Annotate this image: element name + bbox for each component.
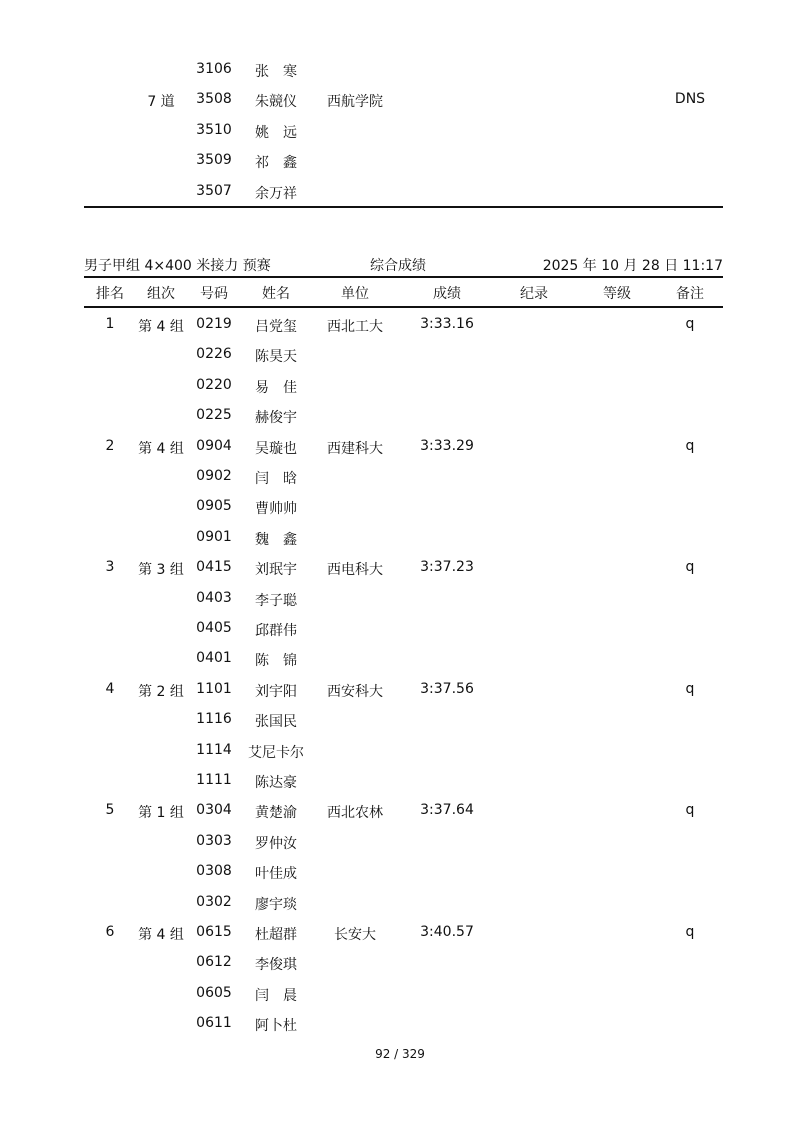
team-result: 3:37.23 <box>420 559 474 576</box>
page-number: 92 / 329 <box>375 1047 425 1061</box>
team-rank: 3 <box>105 559 115 576</box>
athlete-name: 陈 锦 <box>255 653 297 670</box>
team-result: 3:37.56 <box>420 680 474 697</box>
athlete-number: 0219 <box>196 316 232 332</box>
athlete-name: 叶佳成 <box>255 866 297 883</box>
athlete-name: 刘宇阳 <box>255 683 297 700</box>
header-rule-bottom <box>84 306 723 308</box>
athlete-number: 1114 <box>196 741 232 758</box>
team-rank: 4 <box>105 680 115 697</box>
team-rank: 2 <box>105 437 115 454</box>
team-result: 3:40.57 <box>420 924 474 940</box>
team-group: 第 4 组 <box>138 927 184 943</box>
athlete-name: 余万祥 <box>255 185 297 202</box>
team-rank: 6 <box>105 924 115 940</box>
athlete-name: 吴璇也 <box>255 440 297 457</box>
team-note: q <box>685 316 695 332</box>
column-header-2: 号码 <box>200 286 228 302</box>
athlete-number: 3507 <box>196 182 232 199</box>
event-datetime: 2025 年 10 月 28 日 11:17 <box>542 258 723 274</box>
athlete-name: 廖宇琰 <box>255 896 297 913</box>
team-rank: 1 <box>105 316 115 332</box>
column-header-6: 纪录 <box>520 286 548 302</box>
team-group: 第 1 组 <box>138 805 184 822</box>
event-title: 男子甲组 4×400 米接力 预赛 <box>84 258 271 274</box>
athlete-name: 姚 远 <box>255 124 297 141</box>
team-result: 3:33.29 <box>420 437 474 454</box>
athlete-number: 0405 <box>196 620 232 636</box>
athlete-number: 0611 <box>196 1015 232 1032</box>
athlete-name: 陈达豪 <box>255 775 297 791</box>
athlete-number: 0304 <box>196 802 232 819</box>
team-unit: 西电科大 <box>327 562 383 579</box>
athlete-number: 3106 <box>196 61 232 77</box>
athlete-number: 0415 <box>196 559 232 576</box>
team-note: q <box>685 680 695 697</box>
team-group: 第 4 组 <box>138 319 184 335</box>
column-header-0: 排名 <box>96 286 124 302</box>
team-note: q <box>685 437 695 454</box>
athlete-name: 阿卜杜 <box>255 1018 297 1035</box>
team-group: 第 3 组 <box>138 562 184 579</box>
team-rank: 5 <box>105 802 115 819</box>
athlete-name: 张 寒 <box>255 64 297 80</box>
athlete-number: 0904 <box>196 437 232 454</box>
athlete-name: 朱競仪 <box>255 94 297 111</box>
team-group: 第 2 组 <box>138 683 184 700</box>
team-unit: 西安科大 <box>327 683 383 700</box>
team-result: 3:33.16 <box>420 316 474 332</box>
athlete-number: 1116 <box>196 711 232 728</box>
team-unit: 西北工大 <box>327 319 383 335</box>
team-group: 第 4 组 <box>138 440 184 457</box>
athlete-number: 0612 <box>196 954 232 971</box>
athlete-number: 0226 <box>196 346 232 363</box>
athlete-name: 李子聪 <box>255 592 297 609</box>
athlete-name: 闫 晗 <box>255 471 297 487</box>
athlete-number: 0225 <box>196 407 232 424</box>
athlete-number: 0905 <box>196 498 232 515</box>
column-header-1: 组次 <box>147 286 175 302</box>
athlete-number: 0303 <box>196 832 232 849</box>
athlete-name: 陈昊天 <box>255 349 297 366</box>
athlete-number: 0615 <box>196 924 232 940</box>
team-note: q <box>685 924 695 940</box>
athlete-name: 李俊琪 <box>255 957 297 974</box>
athlete-name: 祁 鑫 <box>255 155 297 172</box>
column-header-7: 等级 <box>603 286 631 302</box>
athlete-number: 0401 <box>196 650 232 667</box>
athlete-number: 0605 <box>196 984 232 1001</box>
athlete-number: 0220 <box>196 376 232 393</box>
athlete-name: 赫俊宇 <box>255 410 297 427</box>
column-header-5: 成绩 <box>433 286 461 302</box>
athlete-name: 易 佳 <box>255 379 297 396</box>
team-unit: 西建科大 <box>327 440 383 457</box>
team-unit: 西北农林 <box>327 805 383 822</box>
athlete-number: 0302 <box>196 893 232 910</box>
team-note: q <box>685 802 695 819</box>
athlete-number: 1101 <box>196 680 232 697</box>
athlete-number: 0901 <box>196 528 232 545</box>
column-header-4: 单位 <box>341 286 369 302</box>
lane-label: 7 道 <box>147 94 175 111</box>
athlete-name: 曹帅帅 <box>255 501 297 518</box>
athlete-name: 罗仲汝 <box>255 835 297 852</box>
athlete-number: 3509 <box>196 152 232 169</box>
athlete-number: 3510 <box>196 121 232 138</box>
athlete-number: 0308 <box>196 863 232 880</box>
section-divider <box>84 206 723 208</box>
athlete-number: 0403 <box>196 589 232 606</box>
header-rule-top <box>84 276 723 278</box>
team-unit: 西航学院 <box>327 94 383 111</box>
athlete-name: 闫 晨 <box>255 987 297 1004</box>
team-result: 3:37.64 <box>420 802 474 819</box>
athlete-name: 吕党玺 <box>255 319 297 335</box>
team-note: q <box>685 559 695 576</box>
athlete-name: 杜超群 <box>255 927 297 943</box>
athlete-name: 黄楚渝 <box>255 805 297 822</box>
athlete-name: 艾尼卡尔 <box>248 744 304 761</box>
athlete-name: 邱群伟 <box>255 623 297 639</box>
column-header-8: 备注 <box>676 286 704 302</box>
team-unit: 长安大 <box>334 927 376 943</box>
column-header-3: 姓名 <box>262 286 290 302</box>
result-type: 综合成绩 <box>370 258 426 274</box>
athlete-number: 0902 <box>196 468 232 484</box>
athlete-number: 3508 <box>196 91 232 108</box>
athlete-name: 张国民 <box>255 714 297 731</box>
athlete-name: 魏 鑫 <box>255 531 297 548</box>
result-note: DNS <box>674 91 706 108</box>
athlete-number: 1111 <box>196 772 232 788</box>
athlete-name: 刘珉宇 <box>255 562 297 579</box>
